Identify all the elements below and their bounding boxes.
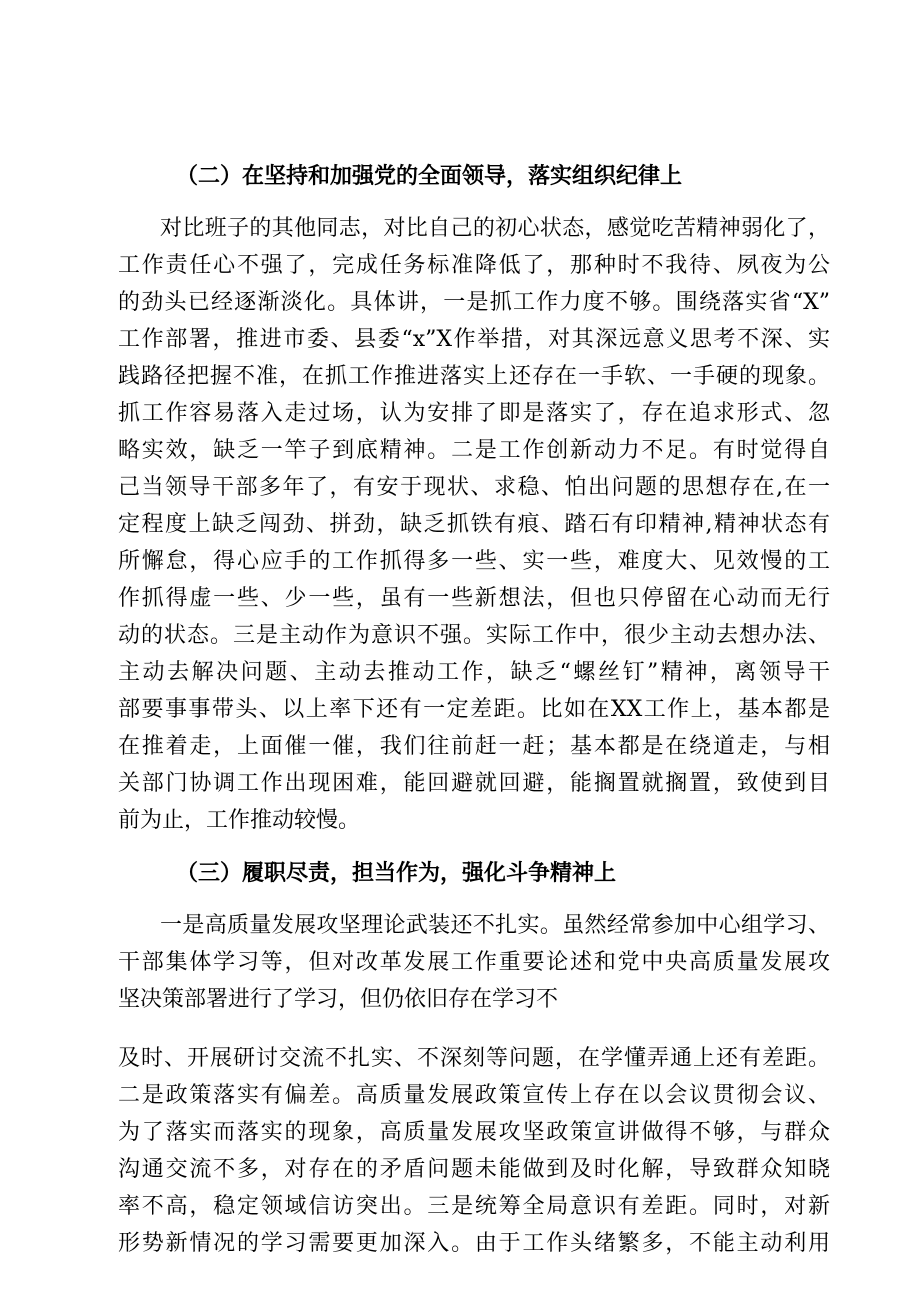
paragraph-line: 在推着走，上面催一催，我们往前赶一赶；基本都是在绕道走，与相 [118,734,830,759]
paragraph-line: 工作部署，推进市委、县委“x”X作举措，对其深远意义思考不深、实 [118,327,830,352]
paragraph-line: 二是政策落实有偏差。高质量发展政策宣传上存在以会议贯彻会议、 [118,1083,830,1108]
paragraph-line: 工作责任心不强了，完成任务标准降低了，那种时不我待、夙夜为公 [118,253,830,278]
section-heading-3: （三）履职尽责，担当作为，强化斗争精神上 [176,860,617,886]
paragraph-line: 作抓得虚一些、少一些，虽有一些新想法，但也只停留在心动而无行 [118,586,830,611]
paragraph-line: 动的状态。三是主动作为意识不强。实际工作中，很少主动去想办法、 [118,623,830,648]
paragraph-line: 定程度上缺乏闯劲、拼劲，缺乏抓铁有痕、踏石有印精神,精神状态有 [118,512,830,537]
paragraph-line: 所懈怠，得心应手的工作抓得多一些、实一些，难度大、见效慢的工 [118,549,830,574]
paragraph-line: 践路径把握不准，在抓工作推进落实上还存在一手软、一手硬的现象。 [118,364,830,389]
paragraph-line: 关部门协调工作出现困难，能回避就回避，能搁置就搁置，致使到目 [118,771,830,796]
paragraph-line: 略实效，缺乏一竿子到底精神。二是工作创新动力不足。有时觉得自 [118,438,830,463]
paragraph-line: 沟通交流不多，对存在的矛盾问题未能做到及时化解，导致群众知晓 [118,1157,830,1182]
paragraph-line: 前为止，工作推动较慢。 [118,808,361,833]
paragraph-line: 的劲头已经逐渐淡化。具体讲，一是抓工作力度不够。围绕落实省“X” [118,290,830,315]
paragraph-line: 及时、开展研讨交流不扎实、不深刻等问题，在学懂弄通上还有差距。 [118,1046,830,1071]
paragraph-line: 为了落实而落实的现象，高质量发展攻坚政策宣讲做得不够，与群众 [118,1120,830,1145]
paragraph-line: 率不高，稳定领域信访突出。三是统筹全局意识有差距。同时，对新 [118,1194,830,1219]
paragraph-line: 一是高质量发展攻坚理论武装还不扎实。虽然经常参加中心组学习、 [160,913,830,938]
section-heading-2: （二）在坚持和加强党的全面领导，落实组织纪律上 [176,163,683,189]
paragraph-line: 形势新情况的学习需要更加深入。由于工作头绪繁多，不能主动利用 [118,1231,830,1256]
paragraph-line: 坚决策部署进行了学习，但仍依旧存在学习不 [118,987,559,1012]
paragraph-line: 对比班子的其他同志，对比自己的初心状态，感觉吃苦精神弱化了， [160,216,830,241]
paragraph-line: 主动去解决问题、主动去推动工作，缺乏“螺丝钉”精神，离领导干 [118,660,830,685]
paragraph-line: 己当领导干部多年了，有安于现状、求稳、怕出问题的思想存在,在一 [118,475,830,500]
paragraph-line: 干部集体学习等，但对改革发展工作重要论述和党中央高质量发展攻 [118,950,830,975]
paragraph-line: 部要事事带头、以上率下还有一定差距。比如在XX工作上，基本都是 [118,697,830,722]
paragraph-line: 抓工作容易落入走过场，认为安排了即是落实了，存在追求形式、忽 [118,401,830,426]
